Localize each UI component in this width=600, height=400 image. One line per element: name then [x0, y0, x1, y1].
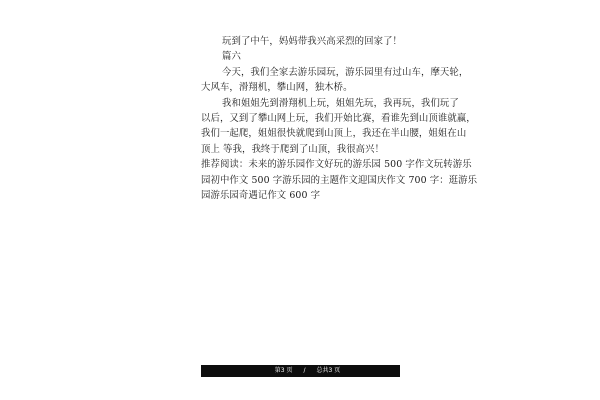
recommended-reading-line: 园游乐园奇遇记作文 600 字	[201, 190, 321, 202]
current-page-label: 第3 页	[274, 367, 293, 374]
document-body	[201, 34, 478, 203]
page-separator: /	[303, 367, 306, 374]
text-line: 以后，又到了攀山网上玩，我们开始比赛，看谁先到山顶谁就赢，	[201, 113, 476, 125]
recommended-reading-line: 园初中作文 500 字游乐园的主题作文迎国庆作文 700 字：逛游乐	[201, 174, 478, 186]
text-line: 玩到了中午，妈妈带我兴高采烈的回家了！	[222, 36, 403, 47]
text-line: 顶上 等我，我终于爬到了山顶，我很高兴！	[201, 143, 385, 155]
text-line: 我和姐姐先到滑翔机上玩，姐姐先玩，我再玩，我们玩了	[222, 97, 459, 109]
section-heading: 篇六	[222, 51, 241, 63]
total-pages-label: 总共3 页	[316, 367, 341, 374]
page-footer-bar	[201, 365, 400, 377]
text-line: 今天，我们全家去游乐园玩，游乐园里有过山车，摩天轮，	[222, 66, 469, 78]
recommended-reading-line: 推荐阅读：未来的游乐园作文好玩的游乐园 500 字作文玩转游乐	[201, 159, 472, 171]
text-line: 我们一起爬，姐姐很快就爬到山顶上，我还在半山腰，姐姐在山	[201, 128, 467, 140]
text-line: 大风车，滑翔机，攀山网，独木桥。	[201, 82, 353, 94]
